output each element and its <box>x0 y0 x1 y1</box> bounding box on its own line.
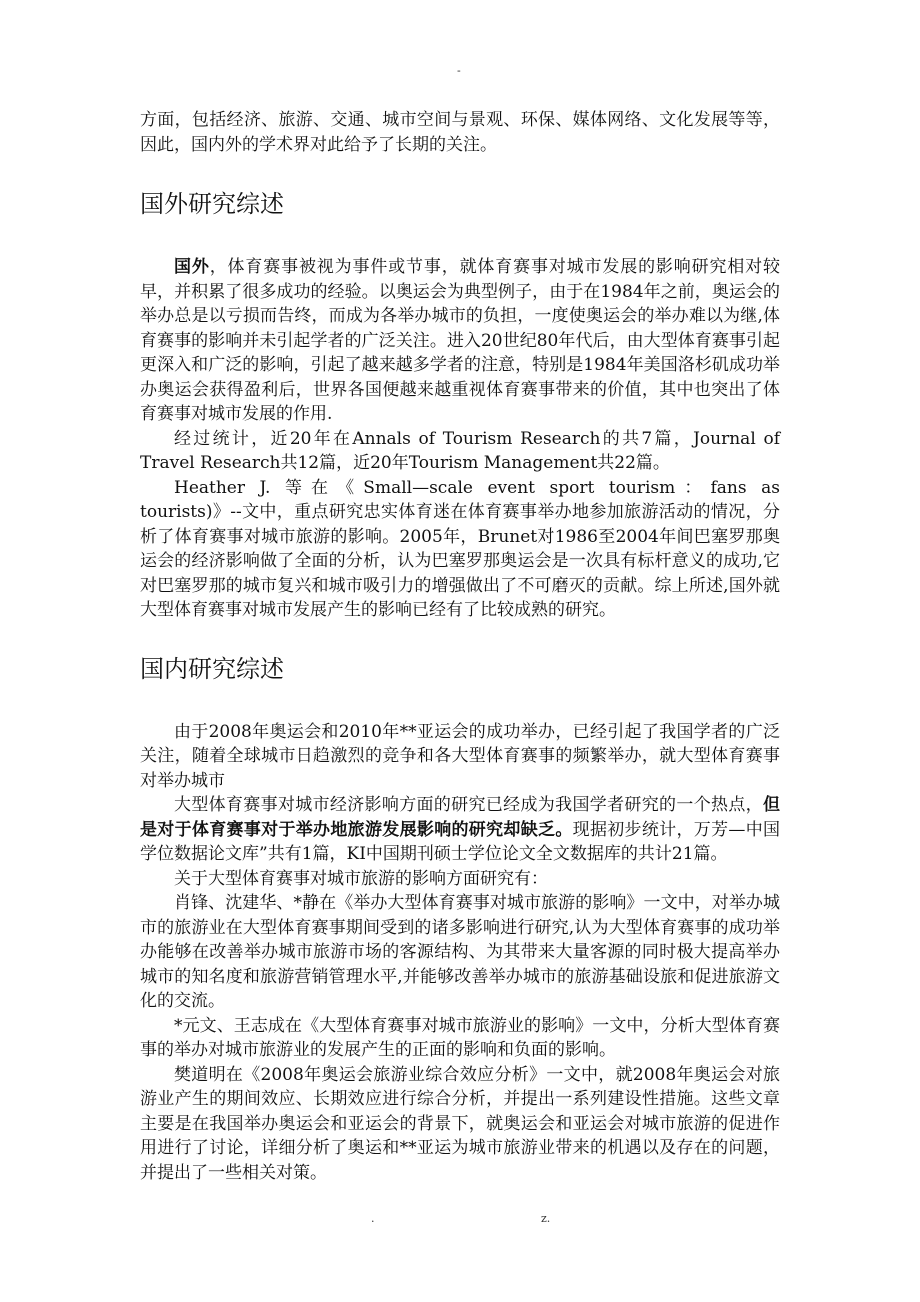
domestic-paragraph-3: 关于大型体育赛事对城市旅游的影响方面研究有： <box>174 868 548 889</box>
domestic-paragraph-5: *元文、王志成在《大型体育赛事对城市旅游业的影响》一文中，分析大型体育赛事的举办对城市旅游业的发展产生的正面的影响和负面的影响。 <box>140 1015 780 1060</box>
domestic-research-heading: 国内研究综述 <box>140 654 284 683</box>
domestic-paragraph-4: 肖锋、沈建华、*静在《举办大型体育赛事对城市旅游的影响》一文中，对举办城市的旅游业在大型体育赛事期间受到的诸多影响进行研究,认为大型体育赛事的成功举办能够在改善举办城市旅游市场的客源结构、为其带来大量客源的同时极大提高举办城市的知名度和旅游营销管理水平,并能够改善举办城市的旅游基础设旅和促进旅游文化的交流。 <box>140 893 780 1011</box>
foreign-bold-lead: 国外 <box>174 257 210 277</box>
footer-right-mark: z. <box>541 1212 551 1225</box>
foreign-research-heading: 国外研究综述 <box>140 190 284 218</box>
domestic-paragraph-2: 大型体育赛事对城市经济影响方面的研究已经成为我国学者研究的一个热点，但是对于体育赛事对于举办地旅游发展影响的研究却缺乏。现据初步统计，万芳—中国学位数据论文库”共有1篇，KI中国期刊硕士学位论文全文数据库的共计21篇。 <box>140 795 781 864</box>
domestic-paragraph-1: 由于2008年奥运会和2010年**亚运会的成功举办，已经引起了我国学者的广泛关注，随着全球城市日趋激烈的竞争和各大型体育赛事的频繁举办，就大型体育赛事对举办城市 <box>140 721 780 791</box>
domestic-paragraph-6: 樊道明在《2008年奥运会旅游业综合效应分析》一文中，就2008年奥运会对旅游业产生的期间效应、长期效应进行综合分析，并提出一系列建设性措施。这些文章主要是在我国举办奥运会和亚运会的背景下，就奥运会和亚运会对城市旅游的促进作用进行了讨论，详细分析了奥运和**亚运为城市旅游业带来的机遇以及存在的问题，并提出了一些相关对策。 <box>140 1064 780 1183</box>
foreign-paragraph-3: Heather J. 等在《Small—scale event sport tourism：fans as tourists)》--文中，重点研究忠实体育迷在体育赛事举办地参加旅游活动的情况，分析了体育赛事对城市旅游的影响。2005年，Brunet对1986至2004年间巴塞罗那奥运会的经济影响做了全面的分析，认为巴塞罗那奥运会是一次具有标杆意义的成功,它对巴塞罗那的城市复兴和城市吸引力的增强做出了不可磨灭的贡献。综上所述,国外就大型体育赛事对城市发展产生的影响已经有了比较成熟的研究。 <box>140 477 780 620</box>
intro-paragraph: 方面，包括经济、旅游、交通、城市空间与景观、环保、媒体网络、文化发展等等，因此，国内外的学术界对此给予了长期的关注。 <box>140 110 780 155</box>
document-body <box>140 108 780 1185</box>
domestic-bold-statement: 但是对于体育赛事对于举办地旅游发展影响的研究却缺乏。 <box>140 795 780 840</box>
foreign-paragraph-2: 经过统计，近20年在Annals of Tourism Research的共7篇，Journal of Travel Research共12篇，近20年Tourism Management共22篇。 <box>140 428 780 473</box>
foreign-paragraph-1: 国外，体育赛事被视为事件或节事，就体育赛事对城市发展的影响研究相对较早，并积累了很多成功的经验。以奥运会为典型例子，由于在1984年之前，奥运会的举办总是以亏损而告终，而成为各举办城市的负担，一度使奥运会的举办难以为继,体育赛事的影响并未引起学者的广泛关注。进入20世纪80年代后，由大型体育赛事引起更深入和广泛的影响，引起了越来越多学者的注意，特别是1984年美国洛杉矶成功举办奥运会获得盈利后，世界各国便越来越重视体育赛事带来的价值，其中也突出了体育赛事对城市发展的作用. <box>140 257 781 424</box>
footer-left-mark: . <box>371 1212 375 1225</box>
header-mark: - <box>457 64 461 77</box>
